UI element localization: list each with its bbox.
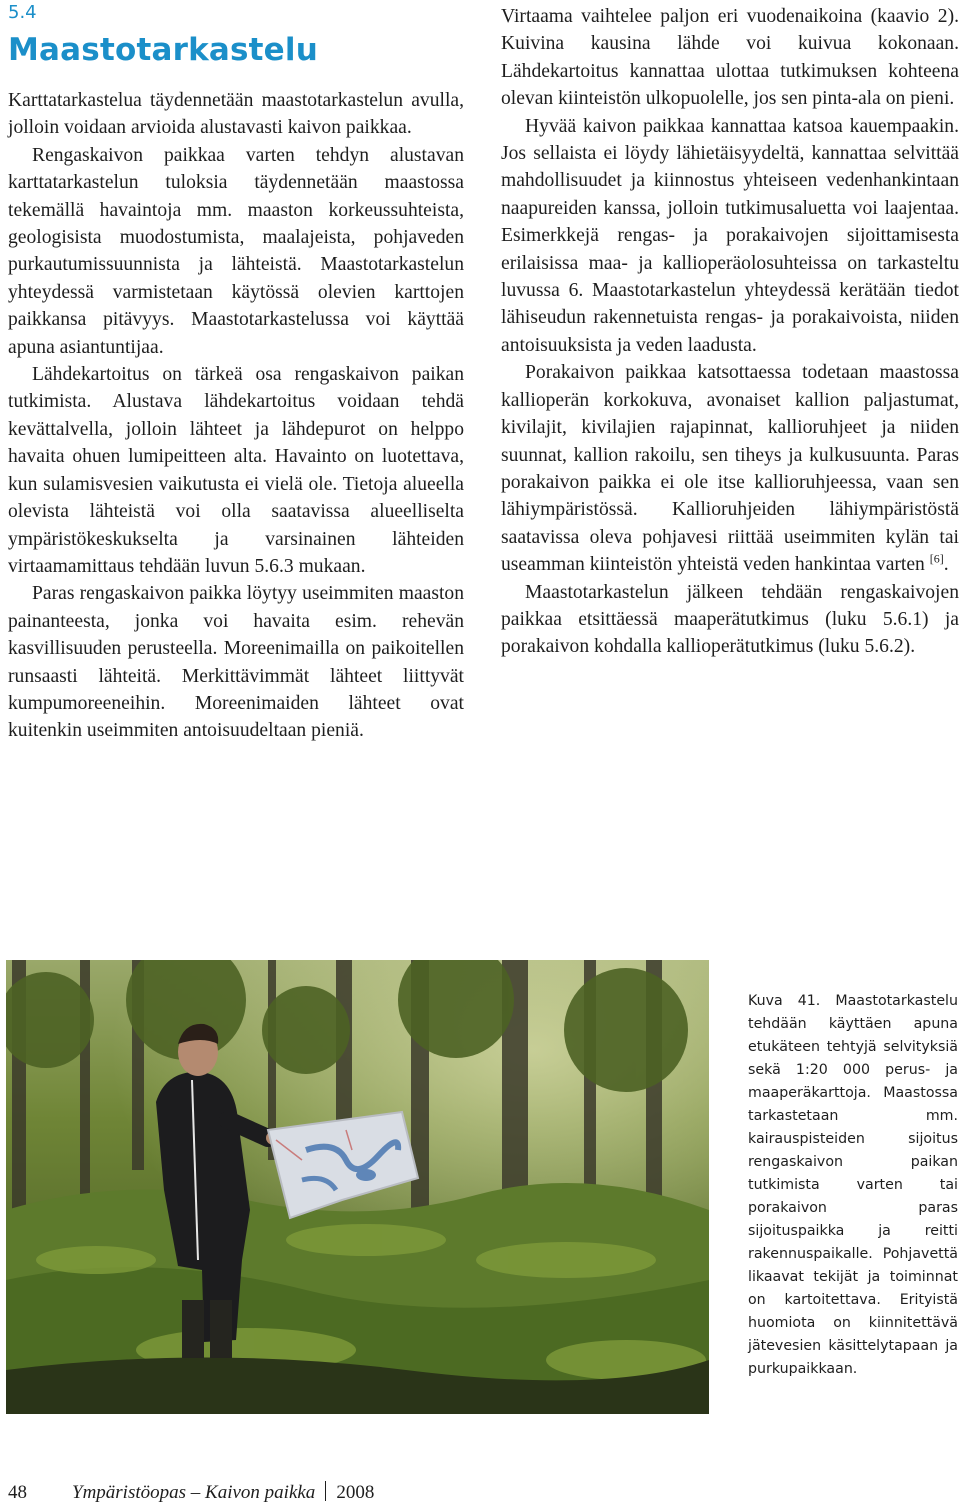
paragraph-end: . bbox=[943, 554, 949, 576]
paragraph: Virtaama vaihtelee paljon eri vuodenaikoina (kaavio 2). Kuivina kausina lähde voi kuivua kokonaan. Lähdekartoitus kannattaa ulottaa tutkimuksen kohteena olevan kiinteistön ulkopuolelle, jos sen pinta-ala on pieni. bbox=[501, 6, 959, 110]
left-text-column bbox=[8, 87, 464, 745]
paragraph bbox=[501, 359, 959, 578]
paragraph: Hyvää kaivon paikkaa kannattaa katsoa kauempaakin. Jos sellaista ei löydy lähietäisyydeltä, kannattaa selvittää mahdollisuudet ja kiinnostus yhteiseen vedenhankintaan naapureiden kanssa, jolloin tutkimusaluetta voi laajentaa. Esimerkkejä rengas- ja porakaivojen sijoittamisesta erilaisissa maa- ja kallioperäolosuhteissa on tarkasteltu luvussa 6. Maastotarkastelun yhteydessä kerätään tiedot lähiseudun rakennetuista rengas- ja porakaivoista, niiden antoisuuksista ja veden laadusta. bbox=[501, 115, 959, 356]
section-number: 5.4 bbox=[8, 2, 37, 23]
paragraph: Karttatarkastelua täydennetään maastotarkastelun avulla, jolloin voidaan arvioida alustavasti kaivon paikkaa. bbox=[8, 90, 464, 139]
footer-divider bbox=[325, 1481, 326, 1501]
page-title: Maastotarkastelu bbox=[8, 32, 319, 68]
forest-photo bbox=[6, 960, 709, 1414]
paragraph-text: Porakaivon paikkaa katsottaessa todetaan maastossa kallioperän korkokuva, avonaiset kallion paljastumat, kivilajit, kivilajien rajapinnat, kallioruhjeet ja niiden suunnat, kallion rakoilu, sen tiheys ja kulkusuunta. Paras porakaivon paikka ei ole itse kallioruhjeessa, vaan sen lähiympäristössä. Kallioruhjeiden lähiympäristöstä saatavissa oleva pohjavesi riittää useimmiten kylän tai useamman kiinteistön yhteistä veden hankintaa varten bbox=[501, 362, 959, 576]
right-text-column bbox=[501, 3, 959, 661]
publication-year: 2008 bbox=[336, 1482, 375, 1503]
publication-title: Ympäristöopas – Kaivon paikka bbox=[72, 1482, 316, 1503]
page-number: 48 bbox=[8, 1482, 27, 1503]
paragraph: Paras rengaskaivon paikka löytyy useimmiten maaston painanteesta, jonka voi havaita esim. rehevän kasvillisuuden perusteella. Moreenimailla on paikoitellen runsaasti lähteitä. Merkittävimmät lähteet liittyvät kumpumoreeneihin. Moreenimaiden lähteet ovat kuitenkin useimmiten antoisuudeltaan pieniä. bbox=[8, 583, 464, 742]
paragraph: Lähdekartoitus on tärkeä osa rengaskaivon paikan tutkimista. Alustava lähdekartoitus voidaan tehdä kevättalvella, jolloin lähteet ja lähdepurot on helppo havaita ohuen lumipeitteen alta. Havainto on luotettava, kun sulamisvesien vaikutusta ei vielä ole. Tietoja alueella olevista lähteistä voi olla saatavissa alueelliselta ympäristökeskukselta ja varsinainen lähteiden virtaamamittaus tehdään luvun 5.6.3 mukaan. bbox=[8, 364, 464, 577]
page-footer bbox=[8, 1481, 374, 1504]
figure-caption: Kuva 41. Maastotarkastelu tehdään käyttäen apuna etukäteen tehtyjä selvityksiä sekä 1:20 000 perus- ja maaperäkarttoja. Maastossa tarkastetaan mm. kairauspisteiden sijoitus rengaskaivon paikan tutkimista varten tai porakaivon paras sijoituspaikka ja reitti rakennuspaikalle. Pohjavettä likaavat tekijät ja toiminnat on kartoitettava. Erityistä huomiota on kiinnitettävä jätevesien käsittelytapaan ja purkupaikkaan. bbox=[748, 993, 958, 1377]
forest-photo-illustration bbox=[6, 960, 709, 1414]
paragraph: Rengaskaivon paikkaa varten tehdyn alustavan karttatarkastelun tuloksia täydennetään maastossa tekemällä havaintoja mm. maaston korkeussuhteista, geologisista muodostumista, maalajeista, pohjaveden purkautumissuunnista ja lähteistä. Maastotarkastelun yhteydessä varmistetaan käytössä olevien karttojen paikkansa pitävyys. Maastotarkastelussa voi käyttää apuna asiantuntijaa. bbox=[8, 144, 464, 358]
reference-mark: [6] bbox=[929, 551, 944, 566]
paragraph: Maastotarkastelun jälkeen tehdään rengaskaivojen paikkaa etsittäessä maaperätutkimus (luku 5.6.1) ja porakaivon kohdalla kallioperätutkimus (luku 5.6.2). bbox=[501, 581, 959, 658]
